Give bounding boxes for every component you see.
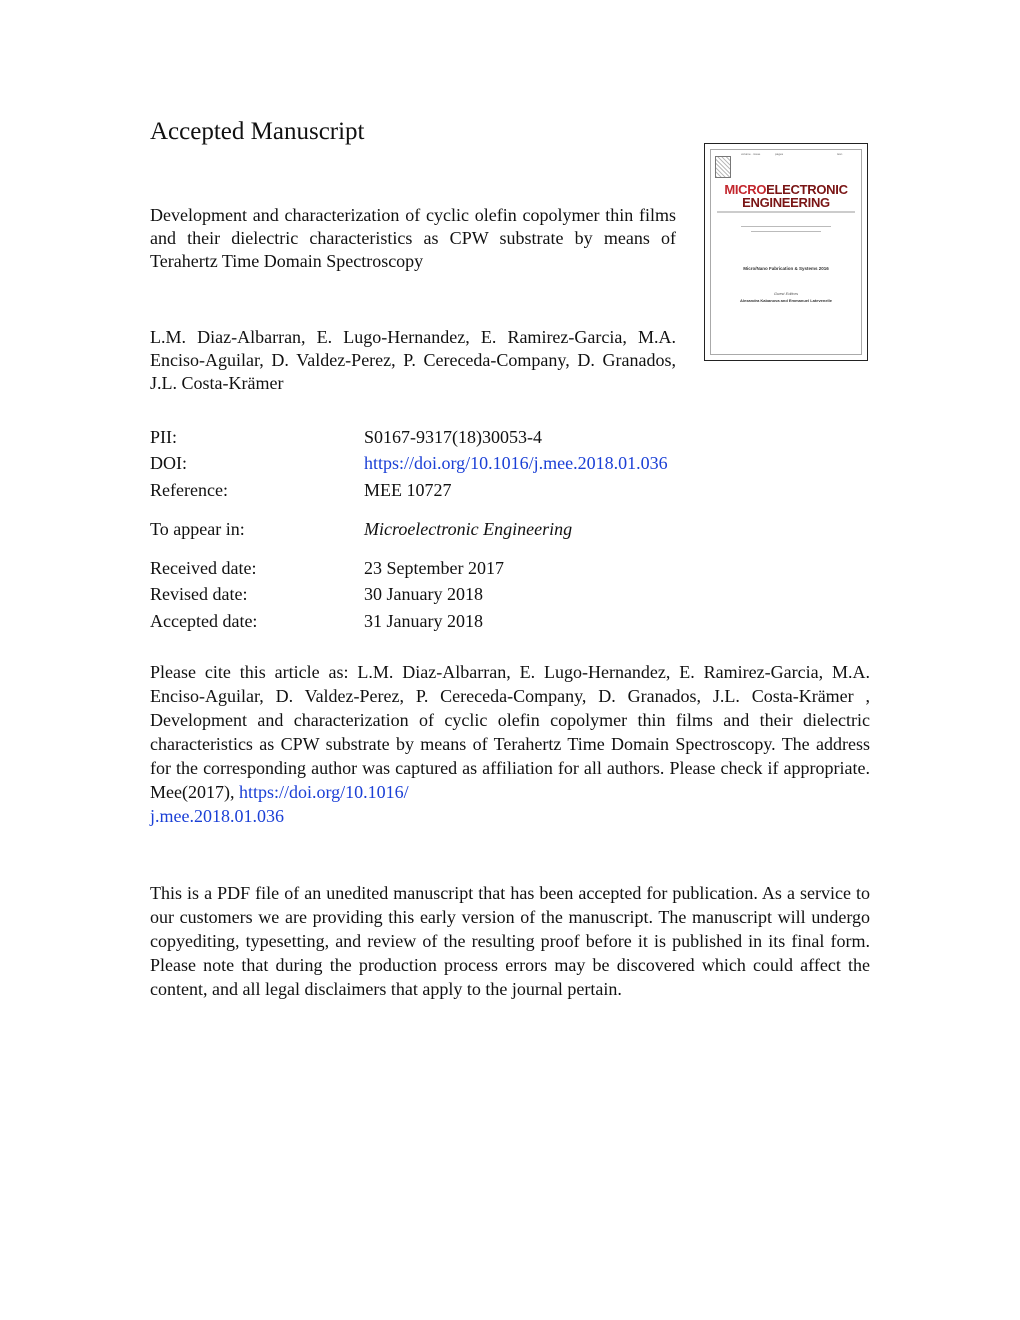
accepted-value: 31 January 2018 (364, 611, 483, 631)
citation-doi-link[interactable]: https://doi.org/10.1016/ j.mee.2018.01.036 (150, 782, 409, 826)
received-value: 23 September 2017 (364, 558, 504, 578)
reference-label: Reference: (150, 480, 228, 500)
citation-text: Please cite this article as: L.M. Diaz-Albarran, E. Lugo-Hernandez, E. Ramirez-Garcia, M.A. Enciso-Aguilar, D. Valdez-Perez, P. Cereceda-Company, D. Granados, J.L. Costa-Krämer , Development and characterization of cyclic olefin copolymer thin films and their dielectric characteristics as CPW substrate by means of Terahertz Time Domain Spectroscopy. The address for the corresponding author was captured as affiliation for all authors. Please check if appropriate. Mee(2017), (150, 662, 870, 802)
reference-value: MEE 10727 (364, 480, 452, 500)
cover-guest-editors-label: Guest Editors (773, 291, 799, 296)
received-label: Received date: (150, 558, 257, 578)
cover-issue-title: Micro/Nano Fabrication & Systems 2016 (743, 266, 829, 271)
doi-link[interactable]: https://doi.org/10.1016/j.mee.2018.01.036 (364, 453, 668, 473)
pii-value: S0167-9317(18)30053-4 (364, 427, 542, 447)
revised-label: Revised date: (150, 584, 248, 604)
appear-label: To appear in: (150, 519, 245, 539)
journal-cover-image: volume · issue pages issn MICROELECTRONIC ENGINEERING Micro/Nano Fabrication & Systems 2016 Guest Editors Alexandra Kabanova and Emmanuel Latevenelle (704, 143, 868, 361)
revised-value: 30 January 2018 (364, 584, 483, 604)
elsevier-logo-icon (715, 156, 731, 178)
journal-name: Microelectronic Engineering (364, 519, 573, 539)
cover-journal-title: MICROELECTRONIC (724, 182, 848, 197)
doi-label: DOI: (150, 453, 187, 473)
page-heading: Accepted Manuscript (150, 118, 365, 145)
article-title: Development and characterization of cyclic olefin copolymer thin films and their dielectric characteristics as CPW substrate by means of Terahertz Time Domain Spectroscopy (150, 205, 676, 271)
pii-label: PII: (150, 427, 177, 447)
cover-guest-editors: Alexandra Kabanova and Emmanuel Latevenelle (739, 298, 833, 303)
citation-paragraph (150, 660, 870, 828)
disclaimer-paragraph: This is a PDF file of an unedited manuscript that has been accepted for publication. As a service to our customers we are providing this early version of the manuscript. The manuscript will undergo copyediting, typesetting, and review of the resulting proof before it is published in its final form. Please note that during the production process errors may be discovered which could affect the content, and all legal disclaimers that apply to the journal pertain. (150, 883, 870, 999)
accepted-label: Accepted date: (150, 611, 258, 631)
cover-journal-title-line2: ENGINEERING (742, 195, 830, 210)
author-list: L.M. Diaz-Albarran, E. Lugo-Hernandez, E. Ramirez-Garcia, M.A. Enciso-Aguilar, D. Valdez-Perez, P. Cereceda-Company, D. Granados, J.L. Costa-Krämer (150, 327, 676, 393)
